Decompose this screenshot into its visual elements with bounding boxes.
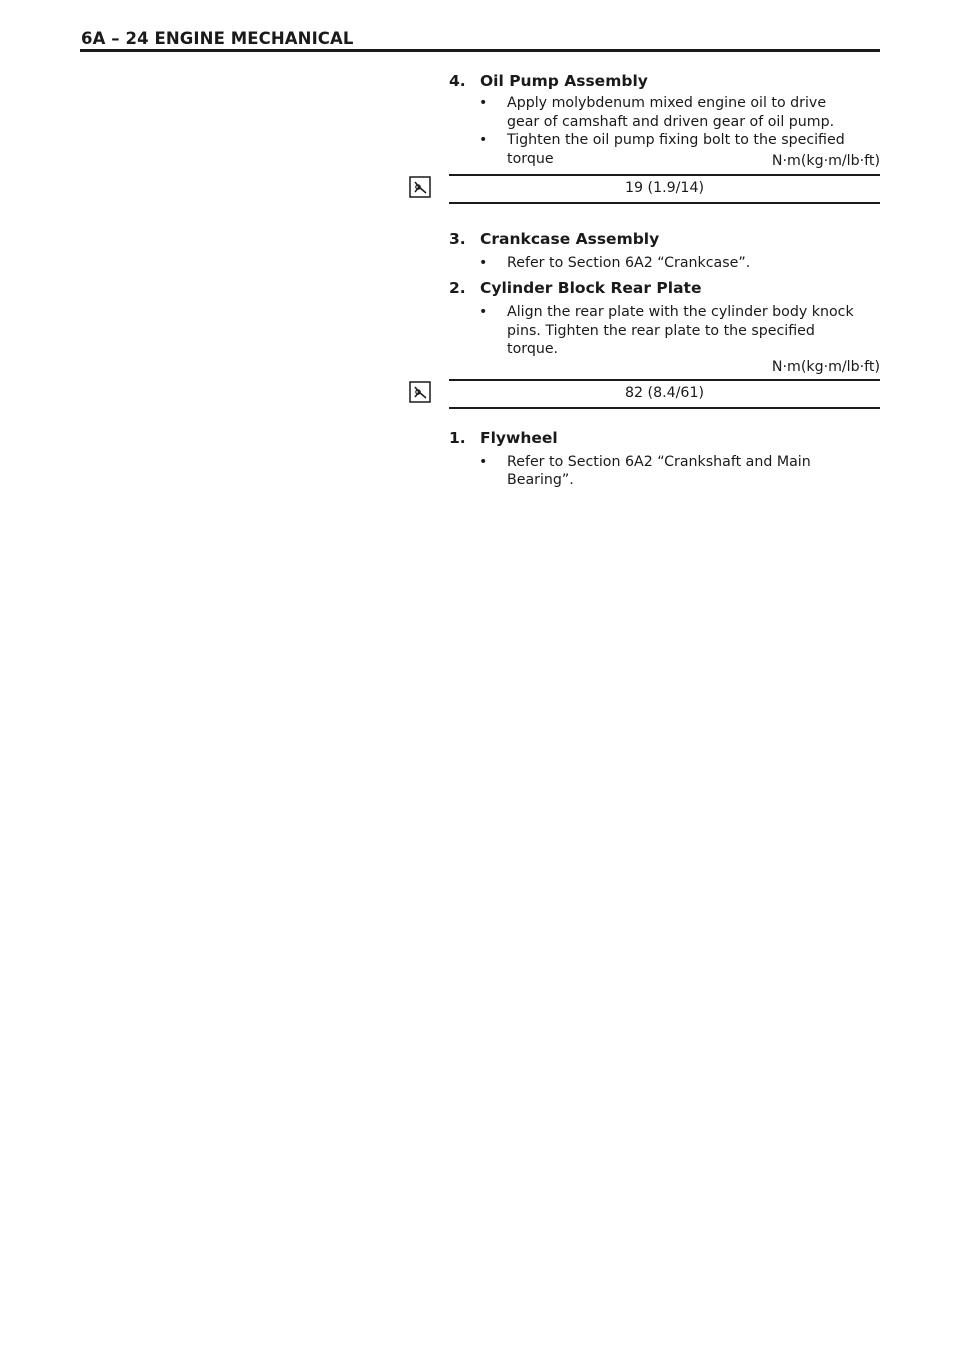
section-heading <box>449 228 880 250</box>
bullet-item <box>449 453 880 490</box>
torque-wrench-icon <box>409 176 431 198</box>
torque-bottom-rule <box>449 202 880 204</box>
bullet-list <box>449 254 880 273</box>
section-flywheel <box>449 427 880 490</box>
bullet-item <box>449 131 880 168</box>
header-rule <box>80 49 880 52</box>
bullet-line: pins. Tighten the rear plate to the specified <box>507 322 815 339</box>
section-number: 3. <box>449 230 466 249</box>
bullet-dot: • <box>479 303 488 320</box>
bullet-dot: • <box>479 453 488 470</box>
bullet-line: Refer to Section 6A2 “Crankcase”. <box>507 255 751 272</box>
torque-unit: N·m(kg·m/lb·ft) <box>771 153 880 170</box>
procedure-content <box>449 70 880 490</box>
torque-bottom-rule <box>449 407 880 409</box>
bullet-line: gear of camshaft and driven gear of oil pump. <box>507 113 835 130</box>
bullet-item <box>449 254 880 273</box>
bullet-list <box>449 303 880 359</box>
bullet-line: Apply molybdenum mixed engine oil to drive <box>507 95 827 111</box>
torque-spec <box>449 174 880 204</box>
section-crankcase <box>449 228 880 273</box>
torque-value: 19 (1.9/14) <box>624 180 705 197</box>
section-title: Oil Pump Assembly <box>480 72 648 90</box>
page-header-title: 6A – 24 ENGINE MECHANICAL <box>81 29 354 48</box>
torque-spec <box>449 379 880 409</box>
bullet-line: Refer to Section 6A2 “Crankshaft and Main <box>507 453 811 470</box>
bullet-list <box>449 453 880 490</box>
section-title: Crankcase Assembly <box>480 230 660 249</box>
section-number: 2. <box>449 278 466 297</box>
section-heading <box>449 70 880 92</box>
torque-value: 82 (8.4/61) <box>624 384 705 401</box>
bullet-line: torque. <box>507 341 559 358</box>
bullet-item <box>449 94 880 131</box>
bullet-dot: • <box>479 132 488 149</box>
section-heading <box>449 277 880 299</box>
bullet-line: Align the rear plate with the cylinder body knock <box>507 303 854 320</box>
bullet-line: torque <box>507 150 554 167</box>
bullet-line: Tighten the oil pump fixing bolt to the specified <box>507 132 845 149</box>
bullet-item <box>449 303 880 359</box>
section-title: Flywheel <box>480 428 558 447</box>
section-heading <box>449 427 880 449</box>
section-number: 1. <box>449 428 466 447</box>
section-rear-plate <box>449 277 880 409</box>
torque-top-rule <box>449 379 880 381</box>
section-title: Cylinder Block Rear Plate <box>480 278 702 297</box>
torque-unit: N·m(kg·m/lb·ft) <box>771 358 880 375</box>
section-number: 4. <box>449 72 466 90</box>
bullet-list <box>449 94 880 168</box>
bullet-line: Bearing”. <box>507 472 574 489</box>
bullet-dot: • <box>479 255 488 272</box>
torque-top-rule <box>449 174 880 176</box>
section-oil-pump <box>449 70 880 204</box>
bullet-dot: • <box>479 95 488 111</box>
torque-wrench-icon <box>409 381 431 403</box>
